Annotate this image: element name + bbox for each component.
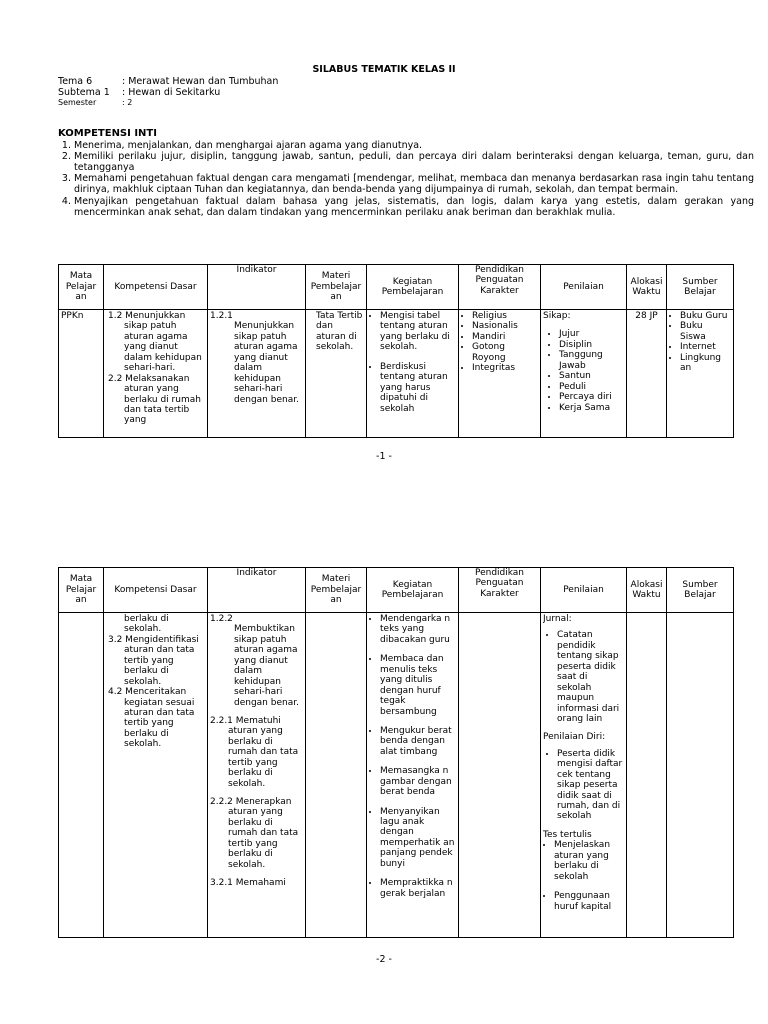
header-mapel: Mata Pelajar an: [59, 568, 104, 613]
header-alokasi: Alokasi Waktu: [627, 568, 667, 613]
penilaian-item: • Tanggung Jawab: [559, 350, 624, 371]
indikator-number: 1.2.2: [210, 614, 233, 624]
header-ppk: Pendidikan Penguatan Karakter: [459, 568, 541, 613]
penilaian-item: • Percaya diri: [559, 392, 624, 402]
header-kegiatan: Kegiatan Pembelajaran: [367, 265, 459, 310]
kd-item: 4.2 Menceritakan kegiatan sesuai aturan dan tata tertib yang berlaku di sekolah.: [108, 687, 195, 750]
indikator-item: 2.2.2 Menerapkan aturan yang berlaku di rumah dan tata tertib yang berlaku di sekolah.: [210, 797, 299, 870]
table-row: [59, 310, 734, 438]
ppk-item: • Mandiri: [472, 332, 538, 342]
tema-label: Tema 6: [58, 76, 93, 87]
sumber-item: • Buku Siswa: [680, 321, 731, 342]
kegiatan-item: • Mengisi tabel tentang aturan yang berlaku di sekolah.: [380, 311, 456, 353]
table-row: [59, 613, 734, 938]
cell-penilaian: [543, 614, 624, 921]
table-header-row: [59, 568, 734, 613]
ki-item: 1. Menerima, menjalankan, dan menghargai ajaran agama yang dianutnya.: [74, 140, 754, 151]
ppk-item: • Nasionalis: [472, 321, 538, 331]
header-alokasi: Alokasi Waktu: [627, 265, 667, 310]
kd-item: 3.2 Mengidentifikasi aturan dan tata tertib yang berlaku di sekolah.: [108, 634, 199, 687]
cell-materi: Tata Tertib dan aturan di sekolah.: [316, 311, 363, 353]
kegiatan-item: • Mendengarka n teks yang dibacakan guru: [380, 614, 456, 645]
ppk-item: • Religius: [472, 311, 538, 321]
kd-item: 1.2 Menunjukkan sikap patuh aturan agama yang dianut dalam kehidupan sehari-hari.: [108, 311, 202, 374]
penilaian-item: • Disiplin: [559, 340, 624, 350]
indikator-item: [210, 311, 303, 405]
kegiatan-item: • Memasangka n gambar dengan berat benda: [380, 766, 456, 797]
cell-penilaian: [543, 311, 624, 413]
header-materi: Materi Pembelajar an: [306, 568, 367, 613]
jurnal-label: Jurnal:: [543, 614, 572, 624]
header-kompetensi-dasar: Kompetensi Dasar: [104, 568, 208, 613]
cell-mapel: PPKn: [61, 311, 84, 321]
tema-row: [58, 76, 278, 87]
semester-value: : 2: [122, 98, 133, 107]
kegiatan-item: • Berdiskusi tentang aturan yang harus dipatuhi di sekolah: [380, 362, 456, 414]
cell-kegiatan: [369, 614, 456, 908]
diri-label: Penilaian Diri:: [543, 732, 606, 743]
penilaian-jurnal: [543, 614, 624, 724]
penilaian-item: • Kerja Sama: [559, 403, 624, 413]
diri-item: • Peserta didik mengisi daftar cek tentang sikap peserta didik saat di rumah, dan di sekolah: [557, 749, 624, 822]
ki-item: 3. Memahami pengetahuan faktual dengan cara mengamati [mendengar, melihat, membaca dan menanya berdasarkan rasa ingin tahu tentang dirinya, makhluk ciptaan Tuhan dan kegiatannya, dan benda-benda yang dijumpainya di rumah, sekolah, dan tempat bermain.: [74, 173, 754, 195]
header-ppk: Pendidikan Penguatan Karakter: [459, 265, 541, 310]
ppk-item: • Integritas: [472, 363, 538, 373]
cell-sumber: [669, 311, 731, 374]
syllabus-table-page-1: [58, 264, 734, 438]
kompetensi-inti-list: [58, 140, 754, 218]
syllabus-table-page-2: [58, 567, 734, 938]
indikator-number: 1.2.1: [210, 311, 233, 321]
kegiatan-item: • Menyanyikan lagu anak dengan memperhatik an panjang pendek bunyi: [380, 807, 456, 870]
page-number: -1 -: [376, 451, 392, 462]
kegiatan-item: • Membaca dan menulis teks yang ditulis dengan huruf tegak bersambung: [380, 654, 456, 717]
tema-value: : Merawat Hewan dan Tumbuhan: [122, 76, 279, 87]
jurnal-item: • Catatan pendidik tentang sikap peserta didik saat di sekolah maupun informasi dari orang lain: [557, 630, 624, 724]
cell-indikator: [210, 614, 303, 897]
cell-kegiatan: [369, 311, 456, 423]
header-kegiatan: Kegiatan Pembelajaran: [367, 568, 459, 613]
kompetensi-inti-title: KOMPETENSI INTI: [58, 128, 157, 139]
document-meta: [58, 76, 278, 109]
table-header-row: [59, 265, 734, 310]
tes-label: Tes tertulis: [543, 829, 592, 840]
subtema-row: [58, 87, 278, 98]
cell-indikator: [210, 311, 303, 413]
kegiatan-item: • Mengukur berat benda dengan alat timbang: [380, 726, 456, 757]
page-number: -2 -: [376, 954, 392, 965]
ki-item: 2. Memiliki perilaku jujur, disiplin, tanggung jawab, santun, peduli, dan percaya diri dalam berinteraksi dengan keluarga, teman, guru, dan tetangganya: [74, 151, 754, 173]
kegiatan-item: • Mempraktikka n gerak berjalan: [380, 878, 456, 899]
sumber-item: • Buku Guru: [680, 311, 731, 321]
header-penilaian: Penilaian: [541, 568, 627, 613]
penilaian-item: • Peduli: [559, 382, 624, 392]
sumber-item: • Internet: [680, 342, 731, 352]
header-kompetensi-dasar: Kompetensi Dasar: [104, 265, 208, 310]
header-sumber: Sumber Belajar: [667, 265, 734, 310]
cell-kompetensi-dasar: [106, 311, 205, 426]
indikator-text: Menunjukkan sikap patuh aturan agama yang dianut dalam kehidupan sehari-hari dengan benar.: [234, 321, 299, 405]
indikator-item: [210, 614, 303, 708]
header-indikator: Indikator: [208, 265, 306, 310]
sumber-item: • Lingkung an: [680, 353, 731, 374]
semester-row: [58, 98, 278, 109]
kd-item: 2.2 Melaksanakan aturan yang berlaku di rumah dan tata tertib yang: [108, 373, 201, 426]
indikator-item: 3.2.1 Memahami: [210, 878, 286, 889]
tes-item: • Menjelaskan aturan yang berlaku di sekolah: [554, 840, 624, 882]
subtema-label: Subtema 1: [58, 87, 110, 98]
indikator-text: Membuktikan sikap patuh aturan agama yang dianut dalam kehidupan sehari-hari dengan benar.: [234, 624, 299, 708]
ppk-item: • Gotong Royong: [472, 342, 538, 363]
tes-item: • Penggunaan huruf kapital: [554, 891, 624, 912]
cell-ppk: [461, 311, 538, 374]
ki-item: 4. Menyajikan pengetahuan faktual dalam bahasa yang jelas, sistematis, dan logis, dalam karya yang estetis, dalam gerakan yang mencerminkan anak sehat, dan dalam tindakan yang mencerminkan perilaku anak beriman dan berakhlak mulia.: [74, 196, 754, 218]
header-penilaian: Penilaian: [541, 265, 627, 310]
indikator-item: 2.2.1 Mematuhi aturan yang berlaku di rumah dan tata tertib yang berlaku di sekolah.: [210, 715, 299, 789]
header-sumber: Sumber Belajar: [667, 568, 734, 613]
penilaian-label: Sikap:: [543, 311, 571, 321]
cell-alokasi: 28 JP: [635, 311, 658, 321]
penilaian-diri: [543, 732, 624, 822]
penilaian-item: • Santun: [559, 371, 624, 381]
penilaian-item: • Jujur: [559, 329, 624, 339]
header-indikator: Indikator: [208, 568, 306, 613]
document-title: SILABUS TEMATIK KELAS II: [312, 64, 456, 75]
semester-label: Semester: [58, 98, 97, 107]
cell-kompetensi-dasar: [106, 614, 205, 750]
header-materi: Materi Pembelajar an: [306, 265, 367, 310]
subtema-value: : Hewan di Sekitarku: [122, 87, 221, 98]
penilaian-tes: [543, 830, 624, 912]
kd-continuation: berlaku di sekolah.: [124, 614, 169, 635]
header-mapel: Mata Pelajar an: [59, 265, 104, 310]
